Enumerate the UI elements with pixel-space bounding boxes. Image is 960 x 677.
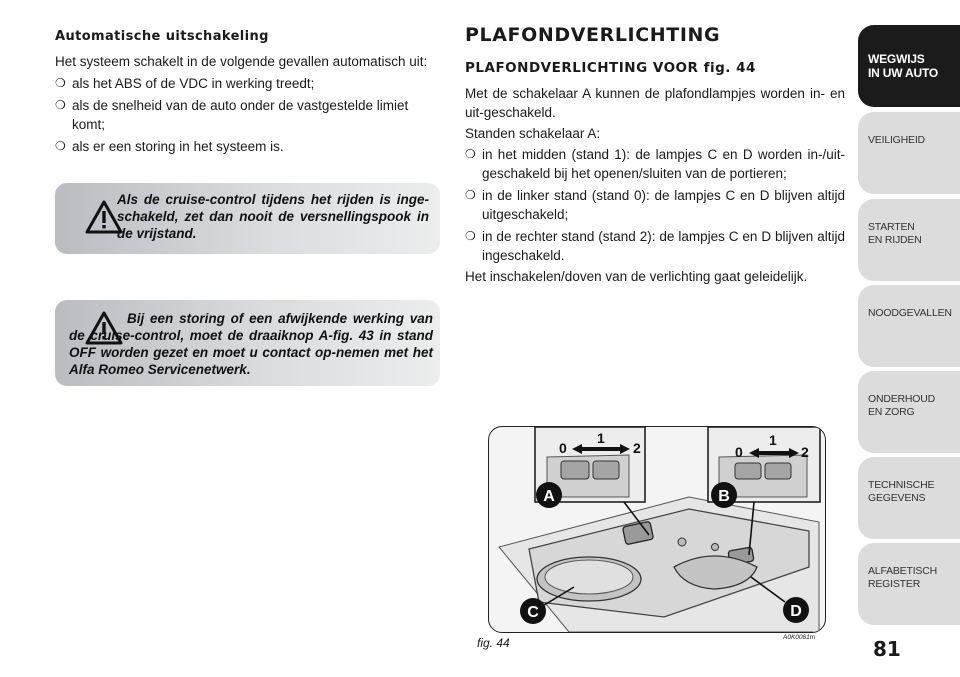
bullet-list xyxy=(465,145,845,265)
tab-alfabetisch[interactable]: ALFABETISCH REGISTER xyxy=(858,543,960,625)
tab-onderhoud[interactable]: ONDERHOUD EN ZORG xyxy=(858,371,960,453)
figure-44 xyxy=(488,426,826,633)
warning-text: Als de cruise-control tijdens het rijden is inge-schakeld, zet dan nooit de versnellingspook in de vrijstand. xyxy=(117,192,429,241)
ceiling-light-illustration xyxy=(489,427,825,632)
position-label-0: 0 xyxy=(735,444,743,460)
right-column xyxy=(465,26,845,286)
callout-b: B xyxy=(718,488,730,505)
position-label-0: 0 xyxy=(559,440,567,456)
left-column xyxy=(55,27,443,156)
paragraph: Met de schakelaar A kunnen de plafondlampjes worden in- en uit-geschakeld. xyxy=(465,86,845,120)
tab-noodgevallen[interactable]: NOODGEVALLEN xyxy=(858,285,960,367)
figure-code: A0K0061m xyxy=(783,634,816,641)
callout-a: A xyxy=(543,488,555,505)
list-item: ❍ in het midden (stand 1): de lampjes C en D worden in-/uit-geschakeld bij het openen/sluiten van de portieren; xyxy=(465,145,845,183)
paragraph: Het inschakelen/doven van de verlichting gaat geleidelijk. xyxy=(465,269,808,284)
section-heading: Automatische uitschakeling xyxy=(55,29,269,44)
warning-box xyxy=(55,183,440,254)
position-label-2: 2 xyxy=(801,444,809,460)
page-title: PLAFONDVERLICHTING xyxy=(465,24,721,46)
page-number: 81 xyxy=(873,637,901,661)
figure-caption: fig. 44 xyxy=(477,636,510,650)
warning-box xyxy=(55,300,440,386)
position-label-2: 2 xyxy=(633,440,641,456)
position-label-1: 1 xyxy=(597,430,605,446)
list-item: ❍ als er een storing in het systeem is. xyxy=(55,137,443,156)
intro-text: Het systeem schakelt in de volgende gevallen automatisch uit: xyxy=(55,54,428,69)
tab-veiligheid[interactable]: VEILIGHEID xyxy=(858,112,960,194)
list-item: ❍ in de linker stand (stand 0): de lampjes C en D blijven altijd uitgeschakeld; xyxy=(465,186,845,224)
callout-d: D xyxy=(790,603,802,620)
tab-wegwijs[interactable]: WEGWIJS IN UW AUTO xyxy=(858,25,960,107)
list-item: ❍ als de snelheid van de auto onder de vastgestelde limiet komt; xyxy=(55,96,443,134)
callout-c: C xyxy=(527,604,539,621)
paragraph: Standen schakelaar A: xyxy=(465,126,601,141)
tab-technische[interactable]: TECHNISCHE GEGEVENS xyxy=(858,457,960,539)
list-item: ❍ in de rechter stand (stand 2): de lampjes C en D blijven altijd ingeschakeld. xyxy=(465,227,845,265)
warning-text: Bij een storing of een afwijkende werking van de cruise-control, moet de draaiknop A-fig. 43 in stand OFF worden gezet en moet u contact op-nemen met het Alfa Romeo Servicenetwerk. xyxy=(69,311,433,377)
bullet-list xyxy=(55,74,443,156)
tab-starten[interactable]: STARTEN EN RIJDEN xyxy=(858,199,960,281)
section-subtitle: PLAFONDVERLICHTING VOOR fig. 44 xyxy=(465,60,756,76)
position-label-1: 1 xyxy=(769,432,777,448)
list-item: ❍ als het ABS of de VDC in werking treedt; xyxy=(55,74,443,93)
